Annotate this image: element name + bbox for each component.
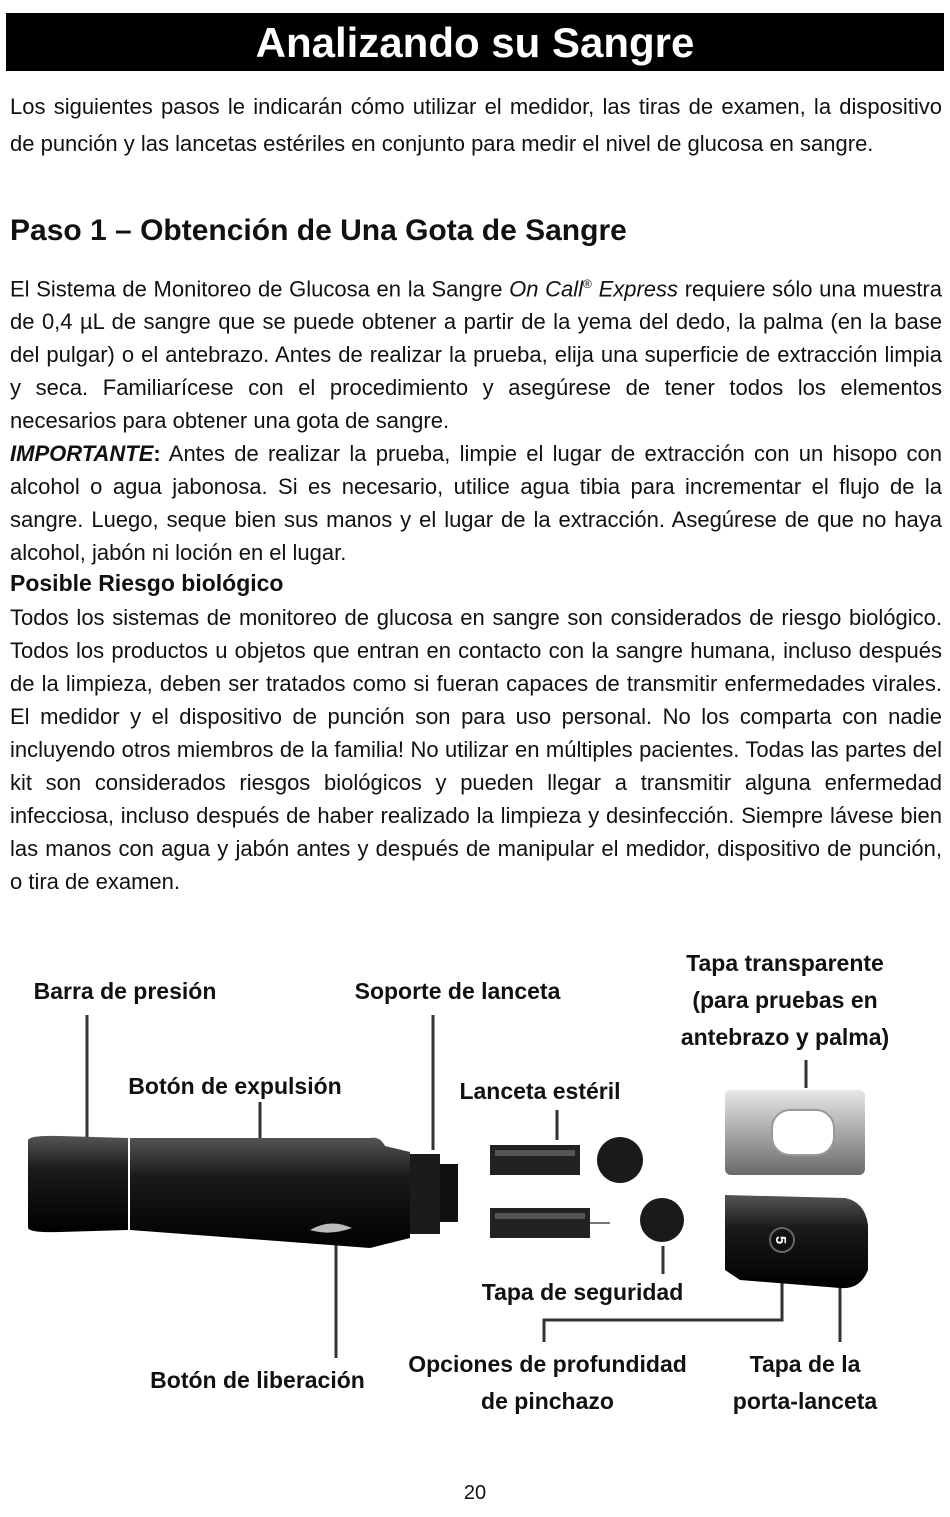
- p1-text-after: requiere sólo una muestra de 0,4 µL de sangre que se puede obtener a partir de la yema del dedo, la palma (en la base del pulgar) o el antebrazo. Antes de realizar la prueba, elija una superficie de extracción limpia y seca. Familiarícese con el procedimiento y asegúrese de tener todos los elementos necesarios para obtener una gota de sangre.: [10, 276, 942, 434]
- lancet-holder-cap: [725, 1195, 868, 1288]
- label-safety-cap: Tapa de seguridad: [481, 1279, 684, 1305]
- depth-digit: 5: [772, 1235, 789, 1245]
- brand-name-2: Express: [591, 276, 679, 302]
- page-number: 20: [463, 1482, 487, 1504]
- clear-cap: [725, 1090, 865, 1175]
- label-eject-button: Botón de expulsión: [128, 1073, 342, 1099]
- label-pressure-bar: Barra de presión: [33, 978, 217, 1004]
- title-bar: [6, 13, 944, 71]
- lancing-device-diagram: [0, 940, 950, 1430]
- sterile-lancets: [490, 1137, 684, 1242]
- label-lancet-holder: Soporte de lanceta: [354, 978, 561, 1004]
- lancing-device-body: [28, 1136, 458, 1248]
- label-clear-cap: Tapa transparente (para pruebas en antebrazo y palma): [680, 950, 890, 1050]
- intro-paragraph: Los siguientes pasos le indicarán cómo utilizar el medidor, las tiras de examen, la dispositivo de punción y las lancetas estériles en conjunto para medir el nivel de glucosa en sangre.: [10, 94, 942, 156]
- biohazard-heading: Posible Riesgo biológico: [10, 570, 284, 596]
- brand-name: On Call: [509, 276, 584, 302]
- p1-text-before: El Sistema de Monitoreo de Glucosa en la Sangre: [10, 276, 510, 302]
- important-colon: :: [153, 441, 161, 467]
- label-release-button: Botón de liberación: [150, 1367, 365, 1393]
- label-depth-options: Opciones de profundidad de pinchazo: [408, 1351, 687, 1414]
- biohazard-paragraph: Todos los sistemas de monitoreo de glucosa en sangre son considerados de riesgo biológico. Todos los productos u objetos que entran en contacto con la sangre humana, incluso después de la limpieza, deben ser tratados como si fueran capaces de transmitir enfermedades virales. El medidor y el dispositivo de punción son para uso personal. No los comparta con nadie incluyendo otros miembros de la familia! No utilizar en múltiples pacientes. Todas las partes del kit son considerados riesgos biológicos y pueden llegar a transmitir alguna enfermedad infecciosa, incluso después de haber realizado la limpieza y desinfección. Siempre lávese bien las manos con agua y jabón antes y después de manipular el medidor, dispositivo de punción, o tira de examen.: [10, 605, 942, 894]
- label-holder-cap: Tapa de la porta-lanceta: [732, 1351, 878, 1414]
- page-title: Analizando su Sangre: [255, 19, 695, 66]
- registered-mark: ®: [583, 277, 592, 291]
- step1-heading: Paso 1 – Obtención de Una Gota de Sangre: [10, 214, 627, 247]
- step1-paragraph: [10, 268, 942, 569]
- label-sterile-lancet: Lanceta estéril: [459, 1078, 621, 1104]
- important-text: Antes de realizar la prueba, limpie el lugar de extracción con un hisopo con alcohol o agua jabonosa. Si es necesario, utilice agua tibia para incrementar el flujo de la sangre. Luego, seque bien sus manos y el lugar de la extracción. Asegúrese de que no haya alcohol, jabón ni loción en el lugar.: [10, 441, 942, 566]
- important-label: IMPORTANTE: [10, 441, 154, 467]
